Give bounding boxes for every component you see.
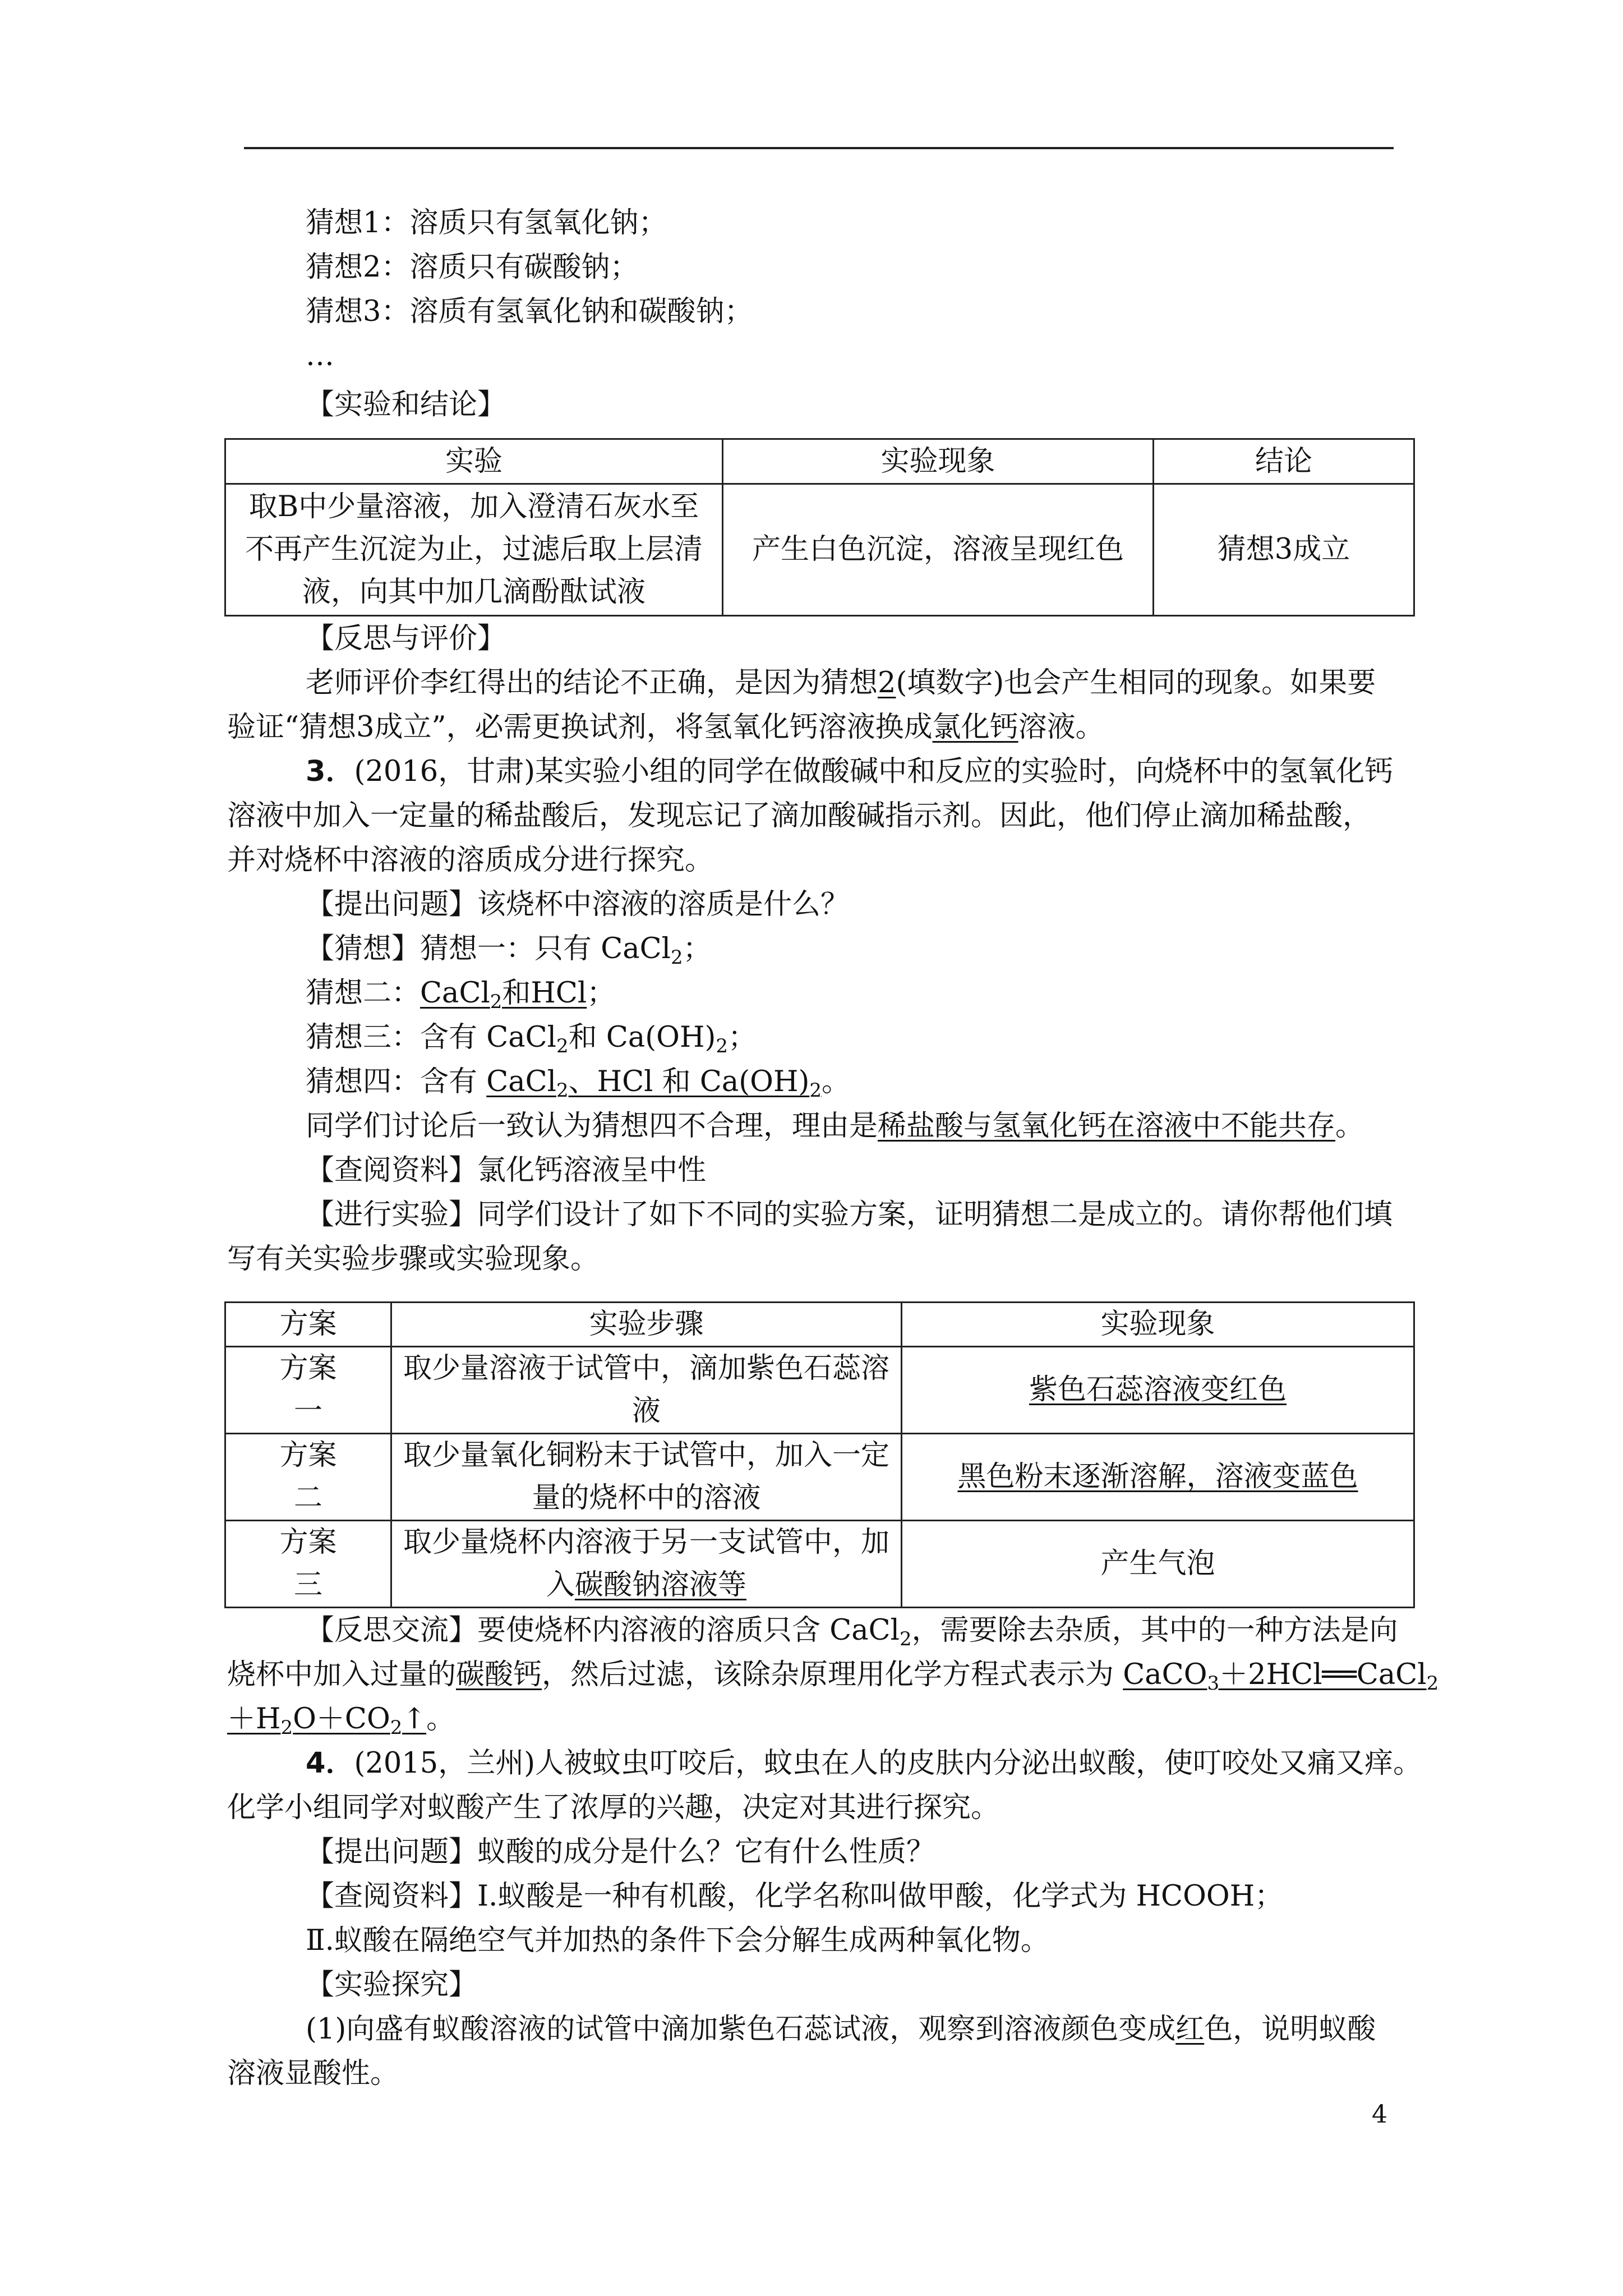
paragraph-line: (1)向盛有蚁酸溶液的试管中滴加紫色石蕊试液，观察到溶液颜色变成红色，说明蚁酸 xyxy=(306,2013,1376,2046)
table-row xyxy=(225,1347,1414,1434)
paragraph-line: 溶液中加入一定量的稀盐酸后，发现忘记了滴加酸碱指示剂。因此，他们停止滴加稀盐酸， xyxy=(227,799,1372,832)
table-cell: 方案 三 xyxy=(225,1521,391,1608)
plan-table xyxy=(224,1301,1415,1608)
table-cell: 取少量溶液于试管中，滴加紫色石蕊溶 液 xyxy=(391,1347,902,1434)
content xyxy=(227,201,1439,2096)
table-cell: 取B中少量溶液，加入澄清石灰水至 不再产生沉淀为止，过滤后取上层清 液，向其中加几滴酚酞试液 xyxy=(225,484,723,616)
table-cell: 猜想3成立 xyxy=(1154,484,1414,616)
table-header: 实验 xyxy=(225,439,723,484)
table-cell: 方案 二 xyxy=(225,1434,391,1521)
section-heading: 【实验和结论】 xyxy=(306,388,506,421)
header-rule xyxy=(244,147,1394,149)
guess-line: 猜想3：溶质有氢氧化钠和碳酸钠； xyxy=(306,295,753,328)
table-cell: 产生白色沉淀，溶液呈现红色 xyxy=(723,484,1154,616)
table-cell: 取少量烧杯内溶液于另一支试管中，加 入碳酸钠溶液等 xyxy=(391,1521,902,1608)
page-number: 4 xyxy=(1372,2100,1387,2129)
guess-line: 猜想2：溶质只有碳酸钠； xyxy=(306,251,639,284)
paragraph-line: 【提出问题】该烧杯中溶液的溶质是什么？ xyxy=(306,888,850,921)
paragraph-line: 【反思交流】要使烧杯内溶液的溶质只含 CaCl$_2$，需要除去杂质，其中的一种方法是向 xyxy=(306,1614,1398,1650)
experiment-table xyxy=(224,438,1415,616)
answer: 黑色粉末逐渐溶解，溶液变蓝色 xyxy=(957,1460,1358,1493)
paragraph-line: $+H_2O+CO_2↑$。 xyxy=(227,1703,455,1739)
guess-line: 猜想二：CaCl$_2$和HCl； xyxy=(306,977,616,1013)
paragraph-line: 验证“猜想3成立”，必需更换试剂，将氢氧化钙溶液换成氯化钙溶液。 xyxy=(227,711,1104,744)
table-header: 实验步骤 xyxy=(391,1303,902,1347)
paragraph-line: 溶液显酸性。 xyxy=(227,2057,399,2090)
paragraph-line: 同学们讨论后一致认为猜想四不合理，理由是稀盐酸与氢氧化钙在溶液中不能共存。 xyxy=(306,1110,1364,1143)
answer: 2 xyxy=(878,666,896,700)
table-header: 方案 xyxy=(225,1303,391,1347)
question-3-intro: 3．(2016，甘肃)某实验小组的同学在做酸碱中和反应的实验时，向烧杯中的氢氧化钙 xyxy=(306,755,1394,788)
equation: CaCO$_3$＋2HCl══CaCl$_2$ xyxy=(1123,1658,1439,1695)
paragraph-line: Ⅱ.蚁酸在隔绝空气并加热的条件下会分解生成两种氧化物。 xyxy=(306,1924,1049,1957)
section-heading: 【实验探究】 xyxy=(306,1968,478,2001)
table-header: 结论 xyxy=(1154,439,1414,484)
paragraph-line: 写有关实验步骤或实验现象。 xyxy=(227,1243,600,1276)
table-row xyxy=(225,1434,1414,1521)
answer: 稀盐酸与氢氧化钙在溶液中不能共存 xyxy=(878,1110,1336,1143)
answer: 氯化钙 xyxy=(932,711,1018,744)
paragraph-line: 烧杯中加入过量的碳酸钙，然后过滤，该除杂原理用化学方程式表示为 CaCO$_3$＋2HCl══CaCl$_2$ xyxy=(227,1658,1439,1695)
paragraph-line: 化学小组同学对蚁酸产生了浓厚的兴趣，决定对其进行探究。 xyxy=(227,1791,1000,1824)
answer: CaCl$_2$、HCl 和 $Ca(OH)_2$ xyxy=(486,1065,822,1102)
table-row xyxy=(225,1521,1414,1608)
guess-line: 【猜想】猜想一：只有 CaCl$_2$； xyxy=(306,932,712,969)
answer: CaCl$_2$和HCl xyxy=(420,977,587,1013)
guess-line: 猜想四：含有 CaCl$_2$、HCl 和 $Ca(OH)_2$。 xyxy=(306,1065,851,1102)
table-cell: 取少量氧化铜粉末于试管中，加入一定 量的烧杯中的溶液 xyxy=(391,1434,902,1521)
paragraph-line: 并对烧杯中溶液的溶质成分进行探究。 xyxy=(227,844,714,877)
table-header: 实验现象 xyxy=(902,1303,1414,1347)
paragraph-line: 【查阅资料】氯化钙溶液呈中性 xyxy=(306,1154,707,1187)
paragraph-line: 【进行实验】同学们设计了如下不同的实验方案，证明猜想二是成立的。请你帮他们填 xyxy=(306,1198,1393,1231)
guess-line: 猜想1：溶质只有氢氧化钠； xyxy=(306,206,667,240)
table-cell: 方案 一 xyxy=(225,1347,391,1434)
table-cell xyxy=(902,1434,1414,1521)
question-4-intro: 4．(2015，兰州)人被蚊虫叮咬后，蚊虫在人的皮肤内分泌出蚁酸，使叮咬处又痛又痒。 xyxy=(306,1747,1422,1780)
table-cell xyxy=(902,1347,1414,1434)
answer: 红 xyxy=(1175,2013,1205,2046)
answer: 碳酸钠溶液等 xyxy=(575,1568,747,1602)
paragraph-line: 老师评价李红得出的结论不正确，是因为猜想2(填数字)也会产生相同的现象。如果要 xyxy=(306,666,1376,700)
answer: 碳酸钙 xyxy=(456,1658,542,1691)
guess-line: 猜想三：含有 CaCl$_2$和 $Ca(OH)_2$； xyxy=(306,1021,757,1057)
equation: $+H_2O+CO_2↑$ xyxy=(227,1703,427,1739)
paragraph-line: 【提出问题】蚁酸的成分是什么？它有什么性质？ xyxy=(306,1835,935,1869)
answer: 紫色石蕊溶液变红色 xyxy=(1029,1373,1287,1406)
ellipsis: … xyxy=(306,339,334,372)
table-header: 实验现象 xyxy=(723,439,1154,484)
paragraph-line: 【查阅资料】Ⅰ.蚁酸是一种有机酸，化学名称叫做甲酸，化学式为 HCOOH； xyxy=(306,1880,1284,1913)
section-heading: 【反思与评价】 xyxy=(306,622,506,655)
table-cell: 产生气泡 xyxy=(902,1521,1414,1608)
